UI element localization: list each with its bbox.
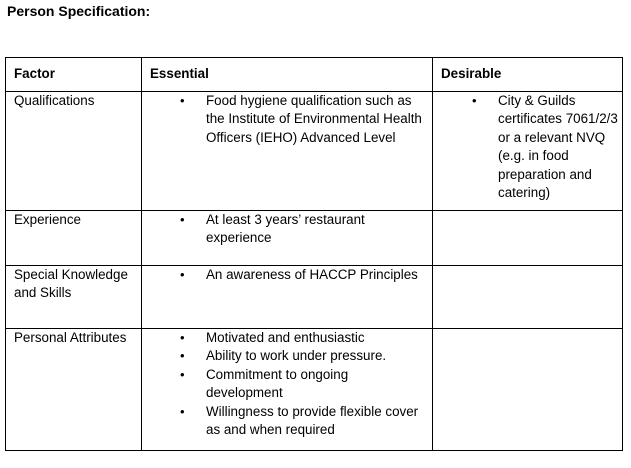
essential-list [206, 92, 426, 147]
desirable-cell [433, 266, 623, 329]
list-item: • An awareness of HACCP Principles [206, 266, 426, 284]
list-item: • Food hygiene qualification such as the Institute of Environmental Health Officers (IEHO) Advanced Level [206, 92, 426, 147]
essential-cell [142, 92, 433, 211]
essential-cell [142, 329, 433, 451]
factor-cell: Qualifications [6, 92, 142, 211]
factor-cell: Experience [6, 211, 142, 266]
list-item: • Commitment to ongoing development [206, 366, 426, 403]
page-title: Person Specification: [7, 3, 151, 19]
table-row-personal-attributes [6, 329, 623, 451]
essential-list [206, 266, 426, 284]
table-row-experience [6, 211, 623, 266]
header-essential: Essential [142, 58, 433, 92]
header-factor: Factor [6, 58, 142, 92]
essential-cell [142, 266, 433, 329]
list-item: • Willingness to provide flexible cover as and when required [206, 403, 426, 440]
factor-cell: Special Knowledge and Skills [6, 266, 142, 329]
table-row-special-knowledge [6, 266, 623, 329]
desirable-cell [433, 92, 623, 211]
factor-cell: Personal Attributes [6, 329, 142, 451]
person-specification-table [5, 57, 623, 451]
list-item: • At least 3 years’ restaurant experience [206, 211, 426, 248]
desirable-list [498, 92, 618, 202]
table-header-row [6, 58, 623, 92]
essential-list [206, 211, 426, 248]
list-item: • Ability to work under pressure. [206, 347, 426, 365]
list-item: • City & Guilds certificates 7061/2/3 or a relevant NVQ (e.g. in food preparation and catering) [498, 92, 618, 202]
essential-list [206, 329, 426, 439]
desirable-cell [433, 329, 623, 451]
header-desirable: Desirable [433, 58, 623, 92]
list-item: • Motivated and enthusiastic [206, 329, 426, 347]
table-row-qualifications [6, 92, 623, 211]
desirable-cell [433, 211, 623, 266]
essential-cell [142, 211, 433, 266]
